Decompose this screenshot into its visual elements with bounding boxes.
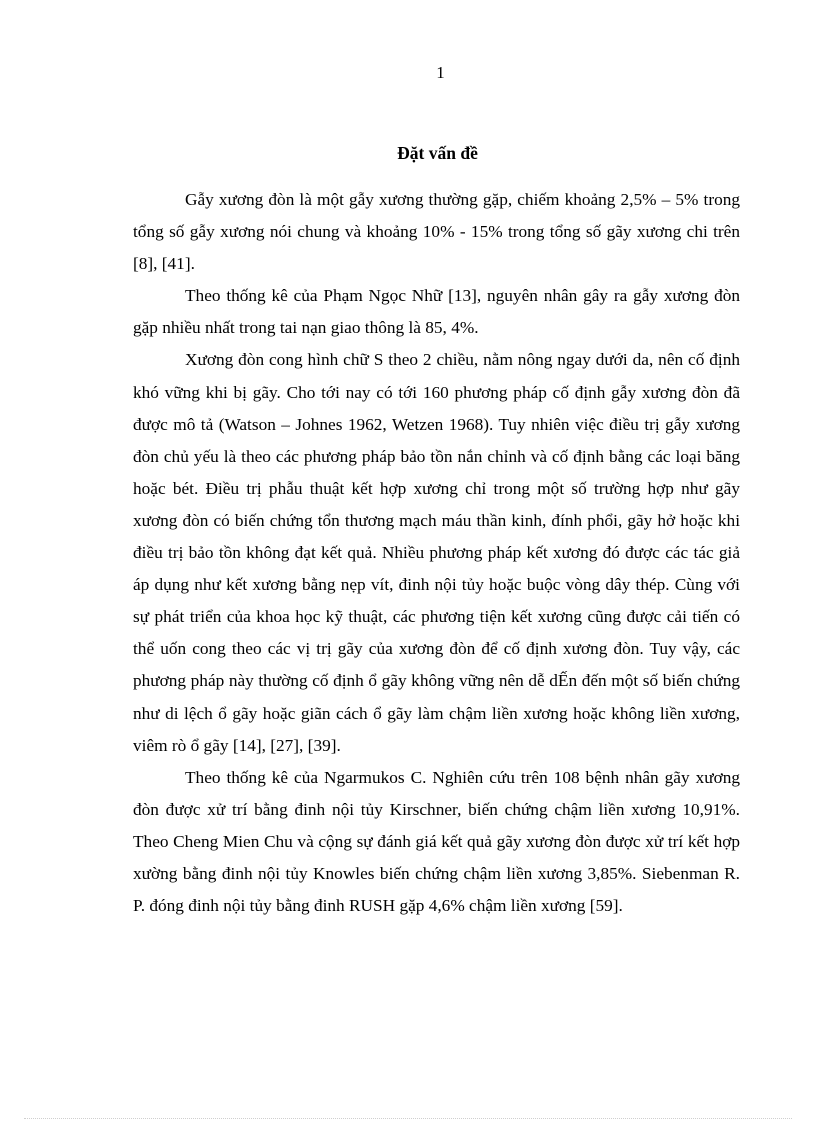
section-title: Đặt vấn đề [397,143,478,163]
paragraph: Gẫy xương đòn là một gẫy xương thường gặp, chiếm khoảng 2,5% – 5% trong tổng số gẫy xương nói chung và khoảng 10% - 15% trong tổng số gãy xương chi trên [8], [41]. [133,190,740,274]
paragraph: Theo thống kê của Ngarmukos C. Nghiên cứu trên 108 bệnh nhân gãy xương đòn được xử trí bằng đinh nội tủy Kirschner, biến chứng chậm liền xương 10,91%. Theo Cheng Mien Chu và cộng sự đánh giá kết quả gãy xương đòn được xử trí kết hợp xường bằng đinh nội tủy Knowles biến chứng chậm liền xương 3,85%. Siebenman R. P. đóng đinh nội tủy bằng đinh RUSH gặp 4,6% chậm liền xương [59]. [133,767,740,916]
page-number: 1 [436,63,445,82]
body-text [133,184,740,922]
page-footer-divider [24,1118,792,1119]
paragraph: Xương đòn cong hình chữ S theo 2 chiều, nằm nông ngay dưới da, nên cố định khó vững khi bị gãy. Cho tới nay có tới 160 phương pháp cố định gẫy xương đòn đã được mô tả (Watson – Johnes 1962, Wetzen 1968). Tuy nhiên việc điều trị gẫy xương đòn chủ yếu là theo các phương pháp bảo tồn nắn chỉnh và cố định bằng các loại băng hoặc bét. Điều trị phẫu thuật kết hợp xương chỉ trong một số trường hợp như gãy xương đòn có biến chứng tổn thương mạch máu thần kinh, đính phổi, gãy hở hoặc khi điều trị bảo tồn không đạt kết quả. Nhiều phương pháp kết xương đó được các tác giả áp dụng như kết xương bằng nẹp vít, đinh nội tủy hoặc buộc vòng dây thép. Cùng với sự phát triển của khoa học kỹ thuật, các phương tiện kết xương cũng được cải tiến có thể uốn cong theo các vị trị gãy của xương đòn để cố định xương đòn. Tuy vậy, các phương pháp này thường cố định ổ gãy không vững nên dễ dẾn đến một số biến chứng như di lệch ổ gãy hoặc giãn cách ổ gãy làm chậm liền xương hoặc không liền xương, viêm rò ổ gãy [14], [27], [39]. [133,350,740,755]
paragraph: Theo thống kê của Phạm Ngọc Nhữ [13], nguyên nhân gây ra gẫy xương đòn gặp nhiều nhất trong tai nạn giao thông là 85, 4%. [133,286,740,338]
